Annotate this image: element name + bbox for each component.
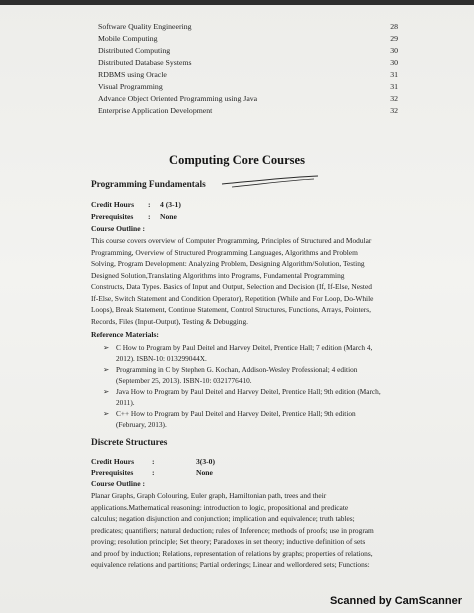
outline-line: calculus; negation disjunction and conjunction; implication and equivalence; truth tables; xyxy=(91,514,355,523)
toc-title: Distributed Database Systems xyxy=(98,58,192,67)
outline-line: equivalence relations and partitions; Partial orderings; Linear and wellordered sets; Functions: xyxy=(91,560,370,569)
outline-line: Planar Graphs, Graph Colouring, Euler graph, Hamiltonian path, trees and their xyxy=(91,491,327,500)
prerequisites-separator: : xyxy=(148,212,151,221)
toc-title: Enterprise Application Development xyxy=(98,106,213,115)
toc-page: 28 xyxy=(390,22,398,31)
outline-line: This course covers overview of Computer Programming, Principles of Structured and Modular xyxy=(91,236,372,245)
reference-line: 2011). xyxy=(116,398,135,407)
toc-title: Software Quality Engineering xyxy=(98,22,192,31)
reference-line: (September 25, 2013). ISBN-10: 0321776410. xyxy=(116,376,252,385)
course-outline-label: Course Outline : xyxy=(91,479,145,488)
prerequisites-value: None xyxy=(196,468,213,477)
arrow-bullet-icon: ➢ xyxy=(103,387,110,396)
reference-materials-label: Reference Materials: xyxy=(91,330,159,339)
prerequisites-label: Prerequisites xyxy=(91,468,134,477)
outline-line: Constructs, Data Types. Basics of Input and Output, Selection and Decision (If, If-Else, Nested xyxy=(91,282,372,291)
arrow-bullet-icon: ➢ xyxy=(103,343,110,352)
prerequisites-value: None xyxy=(160,212,177,221)
reference-line: Programming in C by Stephen G. Kochan, Addison-Wesley Professional; 4 edition xyxy=(116,365,358,374)
outline-line: Loops), Break Statement, Continue Statement, Control Structures, Functions, Arrays, Pointers, xyxy=(91,305,371,314)
outline-line: proving; resolution principle; Set theory; Paradoxes in set theory; inductive definition of sets xyxy=(91,537,366,546)
toc-title: RDBMS using Oracle xyxy=(98,70,167,79)
toc-page: 32 xyxy=(390,94,398,103)
outline-line: If-Else, Switch Statement and Condition Operator), Repetition (While and For Loop, Do-While xyxy=(91,293,374,303)
outline-line: Solving, Program Development: Analyzing Problem, Designing Algorithm/Solution, Testing xyxy=(91,259,365,268)
toc-title: Mobile Computing xyxy=(98,34,158,43)
toc-page: 31 xyxy=(390,70,398,79)
toc-page: 31 xyxy=(390,82,398,91)
credit-hours-label: Credit Hours xyxy=(91,457,135,466)
credit-hours-value: 3(3-0) xyxy=(196,457,215,466)
toc-page: 30 xyxy=(390,58,398,67)
camscanner-watermark: Scanned by CamScanner xyxy=(329,595,462,607)
toc-title: Advance Object Oriented Programming using Java xyxy=(98,94,258,103)
toc-title: Visual Programming xyxy=(98,82,163,91)
course-outline-text xyxy=(91,490,374,571)
reference-line: (February, 2013). xyxy=(116,420,167,429)
prerequisites-separator: : xyxy=(152,468,155,477)
credit-hours-separator: : xyxy=(152,457,155,466)
outline-line: Records, Files (Input-Output), Testing & Debugging. xyxy=(91,316,248,326)
reference-line: C How to Program by Paul Deitel and Harvey Deitel, Prentice Hall; 7 edition (March 4, xyxy=(116,343,373,352)
arrow-bullet-icon: ➢ xyxy=(103,409,110,418)
reference-line: Java How to Program by Paul Deitel and Harvey Deitel, Prentice Hall; 9th edition (March, xyxy=(116,387,381,396)
toc-title: Distributed Computing xyxy=(98,46,171,55)
outline-line: predicates; quantifiers; natural deduction; rules of Inference; methods of proofs; use in program xyxy=(91,525,374,535)
course-outline-text xyxy=(91,235,373,327)
reference-line: 2012). ISBN-10: 013299044X. xyxy=(116,354,207,363)
prerequisites-label: Prerequisites xyxy=(91,212,134,221)
credit-hours-separator: : xyxy=(148,200,151,209)
outline-line: Programming, Overview of Structured Programming Languages, Algorithms and Problem xyxy=(91,247,358,257)
credit-hours-label: Credit Hours xyxy=(91,200,135,209)
outline-line: applications.Mathematical reasoning: introduction to logic, propositional and predicate xyxy=(91,502,349,512)
outline-line: Designed Solution,Translating Algorithms into Programs, Fundamental Programming xyxy=(91,270,345,280)
course-title: Programming Fundamentals xyxy=(91,180,206,190)
reference-line: C++ How to Program by Paul Deitel and Harvey Deitel, Prentice Hall; 9th edition xyxy=(116,409,356,418)
toc-page: 32 xyxy=(390,106,398,115)
arrow-bullet-icon: ➢ xyxy=(103,365,110,374)
course-title: Discrete Structures xyxy=(91,438,168,448)
toc-page: 30 xyxy=(390,46,398,55)
outline-line: and proof by induction; Relations, representation of relations by graphs; properties of relations, xyxy=(91,548,373,558)
credit-hours-value: 4 (3-1) xyxy=(160,200,181,209)
course-outline-label: Course Outline : xyxy=(91,224,145,233)
section-heading: Computing Core Courses xyxy=(169,153,305,167)
toc-page: 29 xyxy=(390,34,398,43)
